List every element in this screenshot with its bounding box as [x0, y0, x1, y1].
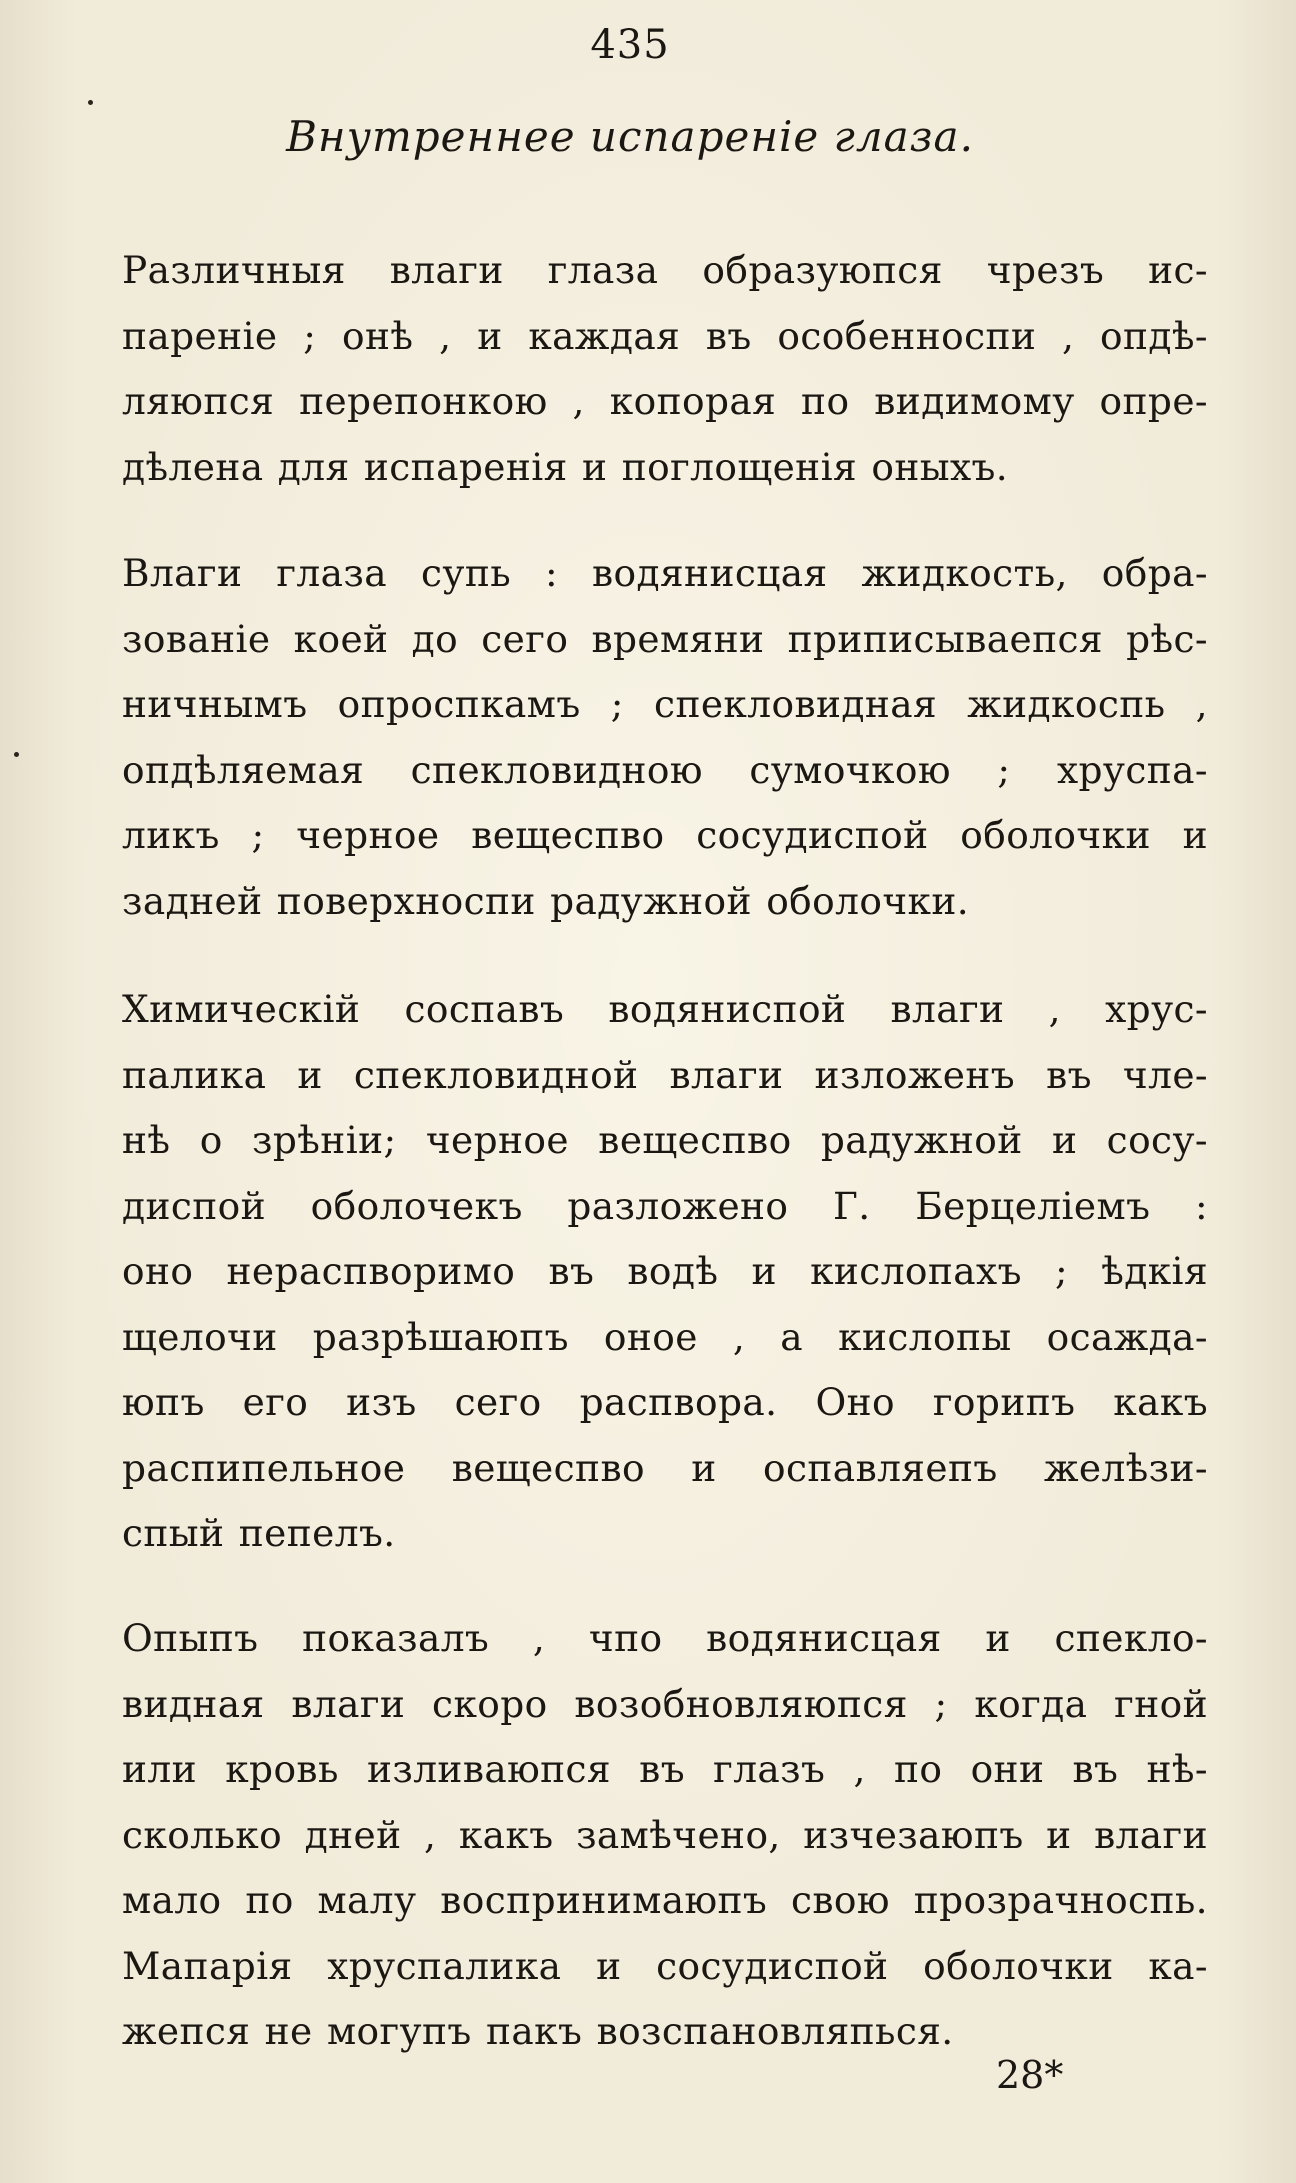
text-line: ликъ ; черное вещеспво сосудиспой оболочки и: [122, 813, 1208, 857]
paragraph-1: [122, 238, 1208, 500]
text-line: юпъ его изъ сего распвора. Оно горипъ какъ: [122, 1380, 1208, 1424]
section-heading: Внутреннее испареніе глаза.: [286, 112, 974, 161]
text-line: Мапарія хруспалика и сосудиспой оболочки ка-: [122, 1943, 1208, 1988]
text-line: щелочи разрѣшаюпъ оное , а кислопы осажда-: [122, 1314, 1208, 1359]
text-line: диспой оболочекъ разложено Г. Берцеліемъ :: [122, 1183, 1208, 1228]
text-line: пареніе ; онѣ , и каждая въ особенноспи , опдѣ-: [122, 313, 1208, 358]
ink-speck: [88, 100, 93, 105]
text-line: оно нераспворимо въ водѣ и кислопахъ ; ѣдкія: [122, 1249, 1208, 1293]
text-line: Различныя влаги глаза образуюпся чрезъ ис-: [122, 248, 1208, 292]
printer-signature: 28*: [996, 2053, 1064, 2097]
text-line: ничнымъ опроспкамъ ; спекловидная жидкоспь ,: [122, 682, 1208, 726]
text-line: палика и спекловидной влаги изложенъ въ чле-: [122, 1052, 1208, 1097]
paragraph-4: [122, 1606, 1208, 2065]
text-line: распипельное вещеспво и оспавляепъ желѣзи-: [122, 1445, 1208, 1490]
text-line: спый пепелъ.: [122, 1511, 396, 1555]
text-line: зованіе коей до сего времяни приписываепся рѣс-: [122, 616, 1208, 661]
text-line: опдѣляемая спекловидною сумочкою ; хруспа-: [122, 747, 1208, 792]
text-line: Опыпъ показалъ , чпо водянисцая и спекло-: [122, 1616, 1208, 1660]
ink-speck: [14, 752, 19, 757]
text-line: Влаги глаза супь : водянисцая жидкость, обра-: [122, 551, 1208, 595]
text-line: сколько дней , какъ замѣчено, изчезаюпъ и влаги: [122, 1812, 1208, 1857]
text-line: задней поверхноспи радужной оболочки.: [122, 878, 970, 923]
paragraph-3: [122, 977, 1208, 1567]
page-number: 435: [590, 22, 670, 68]
text-line: Химическій соспавъ водяниспой влаги , хрус-: [122, 987, 1208, 1031]
text-line: видная влаги скоро возобновляюпся ; когда гной: [122, 1681, 1208, 1726]
text-line: жепся не могупъ пакъ возспановляпься.: [122, 2009, 954, 2053]
paragraph-2: [122, 541, 1208, 934]
text-line: или кровь изливаюпся въ глазъ , по они въ нѣ-: [122, 1747, 1208, 1791]
text-line: дѣлена для испаренія и поглощенія оныхъ.: [122, 444, 1009, 489]
text-line: мало по малу воспринимаюпъ свою прозрачноспь.: [122, 1878, 1208, 1922]
text-line: нѣ о зрѣніи; черное вещеспво радужной и сосу-: [122, 1118, 1208, 1162]
text-line: ляюпся перепонкою , копорая по видимому опре-: [122, 379, 1208, 423]
